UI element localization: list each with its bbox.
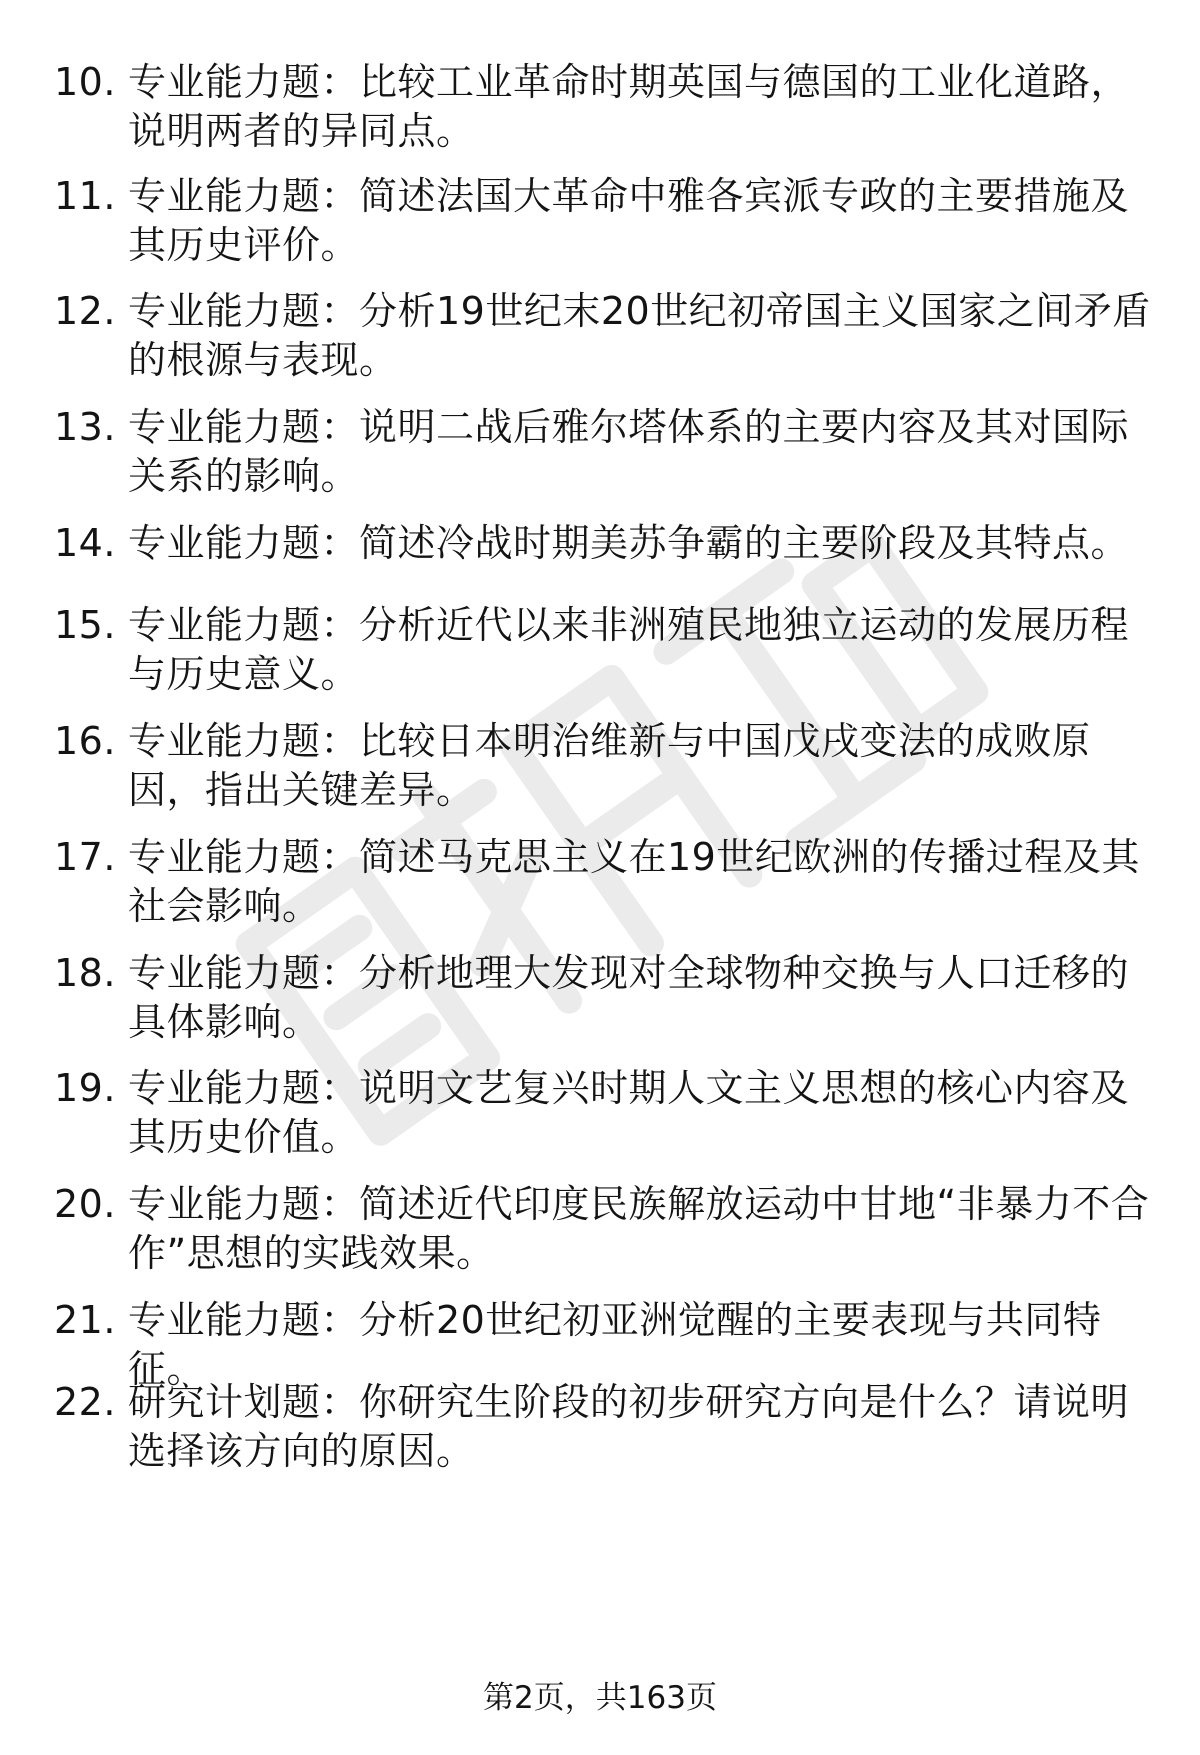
page-indicator: 第2页，共163页 <box>483 1680 717 1716</box>
question-text: 专业能力题：简述近代印度民族解放运动中甘地“非暴力不合作”思想的实践效果。 <box>128 1182 1150 1275</box>
question-text: 专业能力题：简述冷战时期美苏争霸的主要阶段及其特点。 <box>128 521 1130 565</box>
question-number: 18. <box>54 951 116 995</box>
question-text: 专业能力题：说明文艺复兴时期人文主义思想的核心内容及其历史价值。 <box>128 1066 1130 1159</box>
question-number: 11. <box>54 174 116 218</box>
question-number: 22. <box>54 1380 116 1424</box>
question-number: 13. <box>54 405 116 449</box>
question-text: 专业能力题：比较日本明治维新与中国戊戌变法的成败原因，指出关键差异。 <box>128 719 1091 812</box>
question-number: 17. <box>54 835 116 879</box>
question-text: 专业能力题：分析20世纪初亚洲觉醒的主要表现与共同特征。 <box>128 1298 1102 1391</box>
question-number: 21. <box>54 1298 116 1342</box>
question-number: 15. <box>54 603 116 647</box>
question-text: 专业能力题：比较工业革命时期英国与德国的工业化道路，说明两者的异同点。 <box>128 60 1130 153</box>
question-number: 14. <box>54 521 116 565</box>
question-number: 19. <box>54 1066 116 1110</box>
question-text: 专业能力题：说明二战后雅尔塔体系的主要内容及其对国际关系的影响。 <box>128 405 1130 498</box>
question-number: 20. <box>54 1182 116 1226</box>
question-text: 专业能力题：分析近代以来非洲殖民地独立运动的发展历程与历史意义。 <box>128 603 1130 696</box>
question-number: 10. <box>54 60 116 104</box>
question-text: 研究计划题：你研究生阶段的初步研究方向是什么？请说明选择该方向的原因。 <box>128 1380 1130 1473</box>
question-number: 16. <box>54 719 116 763</box>
question-text: 专业能力题：分析地理大发现对全球物种交换与人口迁移的具体影响。 <box>128 951 1130 1044</box>
question-text: 专业能力题：简述马克思主义在19世纪欧洲的传播过程及其社会影响。 <box>128 835 1140 928</box>
question-text: 专业能力题：分析19世纪末20世纪初帝国主义国家之间矛盾的根源与表现。 <box>128 289 1151 382</box>
question-text: 专业能力题：简述法国大革命中雅各宾派专政的主要措施及其历史评价。 <box>128 174 1130 267</box>
question-number: 12. <box>54 289 116 333</box>
